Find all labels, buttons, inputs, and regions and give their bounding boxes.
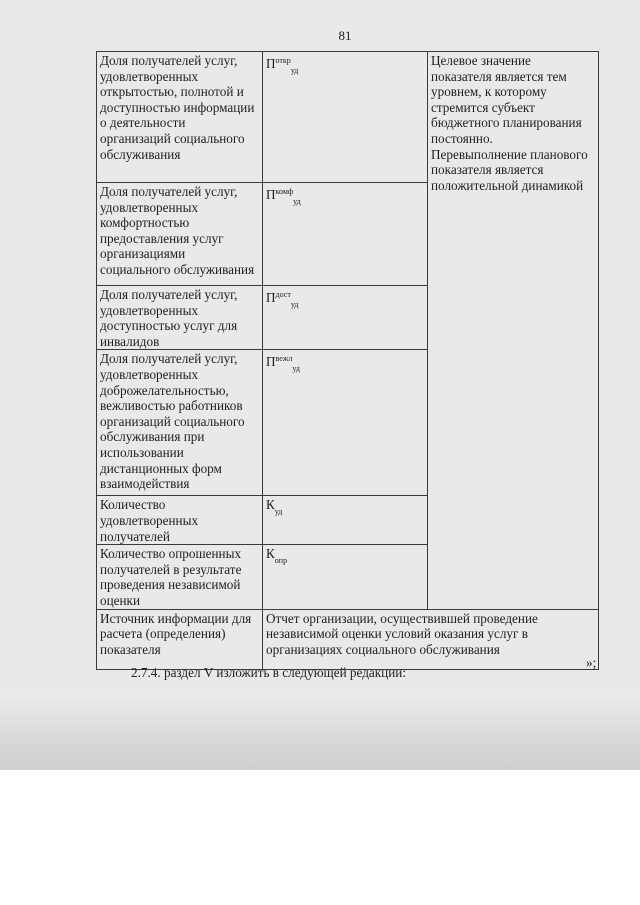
- indicator-table: [96, 51, 599, 670]
- table-row: [97, 52, 599, 183]
- indicator-name: Доля получателей услуг, удовлетворенных доброжелательностью, вежливостью работников организаций социального обслуживания при использовании дистанционных форм взаимодействия: [97, 350, 263, 496]
- indicator-name: Количество опрошенных получателей в результате проведения независимой оценки: [97, 545, 263, 609]
- symbol-subscript: уд: [290, 300, 299, 309]
- symbol-superscript: откр: [275, 56, 291, 65]
- note-paragraph: Целевое значение показателя является тем уровнем, к которому стремится субъект бюджетного планирования постоянно.: [431, 53, 582, 146]
- symbol-base: К: [266, 497, 275, 513]
- indicator-symbol: [263, 286, 428, 350]
- indicator-name: Количество удовлетворенных получателей: [97, 496, 263, 545]
- indicator-name: Доля получателей услуг, удовлетворенных комфортностью предоставления услуг организациями социального обслуживания: [97, 183, 263, 286]
- page-number: 81: [338, 28, 352, 43]
- symbol-superscript: комф: [275, 187, 294, 196]
- symbol-subscript: уд: [274, 507, 283, 517]
- indicator-symbol: [263, 545, 428, 609]
- symbol-base: П: [266, 354, 276, 370]
- source-value: Отчет организации, осуществившей проведение независимой оценки условий оказания услуг в организациях социального обслуживания: [263, 609, 599, 669]
- indicator-symbol: [263, 350, 428, 496]
- symbol-subscript: уд: [290, 66, 299, 75]
- symbol-base: П: [266, 56, 276, 71]
- indicator-symbol: [263, 183, 428, 286]
- closing-quote: »;: [586, 655, 597, 670]
- indicator-symbol: [263, 52, 428, 183]
- symbol-subscript: уд: [292, 364, 300, 374]
- target-value-note: [428, 52, 599, 610]
- symbol-superscript: дост: [275, 290, 291, 299]
- amendment-paragraph: 2.7.4. раздел V изложить в следующей редакции:: [131, 665, 406, 680]
- indicator-name: Доля получателей услуг, удовлетворенных открытостью, полнотой и доступностью информации о деятельности организаций социального обслуживания: [97, 52, 263, 183]
- symbol-subscript: опр: [274, 556, 288, 566]
- indicator-name: Доля получателей услуг, удовлетворенных доступностью услуг для инвалидов: [97, 286, 263, 350]
- note-paragraph: Перевыполнение планового показателя является положительной динамикой: [431, 146, 588, 193]
- symbol-base: К: [266, 546, 275, 562]
- source-label: Источник информации для расчета (определения) показателя: [97, 609, 263, 669]
- symbol-base: П: [266, 290, 276, 305]
- indicator-symbol: [263, 496, 428, 545]
- symbol-superscript: вежл: [275, 354, 293, 364]
- table-row: [97, 609, 599, 669]
- symbol-subscript: уд: [293, 197, 301, 206]
- symbol-base: П: [266, 187, 276, 202]
- scan-shadow: [0, 695, 640, 770]
